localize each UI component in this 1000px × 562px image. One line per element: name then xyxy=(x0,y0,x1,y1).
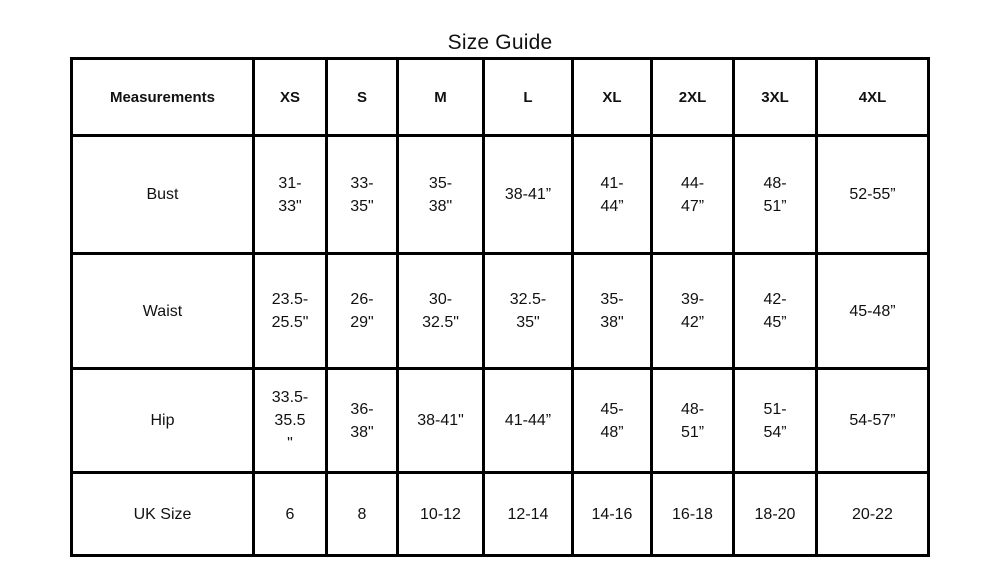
header-measurements: Measurements xyxy=(72,59,254,136)
table-cell: 48- 51” xyxy=(652,369,734,473)
table-cell: 39- 42” xyxy=(652,254,734,369)
header-xl: XL xyxy=(573,59,652,136)
table-cell: 8 xyxy=(327,473,398,556)
header-4xl: 4XL xyxy=(817,59,929,136)
table-cell: 32.5- 35" xyxy=(484,254,573,369)
size-guide-table xyxy=(70,57,930,557)
table-cell: 45-48” xyxy=(817,254,929,369)
table-cell: 51- 54” xyxy=(734,369,817,473)
table-cell: 45- 48” xyxy=(573,369,652,473)
table-row-waist xyxy=(72,254,929,369)
table-cell: 35- 38" xyxy=(398,136,484,254)
table-cell: 30- 32.5" xyxy=(398,254,484,369)
row-label-bust: Bust xyxy=(72,136,254,254)
table-cell: 33.5- 35.5 " xyxy=(254,369,327,473)
table-cell: 54-57” xyxy=(817,369,929,473)
table-cell: 18-20 xyxy=(734,473,817,556)
table-cell: 33- 35" xyxy=(327,136,398,254)
table-row-bust xyxy=(72,136,929,254)
table-cell: 48- 51” xyxy=(734,136,817,254)
table-cell: 35- 38" xyxy=(573,254,652,369)
table-cell: 31- 33" xyxy=(254,136,327,254)
table-cell: 52-55” xyxy=(817,136,929,254)
table-cell: 38-41” xyxy=(484,136,573,254)
table-cell: 12-14 xyxy=(484,473,573,556)
header-l: L xyxy=(484,59,573,136)
table-cell: 6 xyxy=(254,473,327,556)
row-label-uk-size: UK Size xyxy=(72,473,254,556)
header-2xl: 2XL xyxy=(652,59,734,136)
table-header-row xyxy=(72,59,929,136)
header-m: M xyxy=(398,59,484,136)
table-cell: 10-12 xyxy=(398,473,484,556)
table-cell: 42- 45” xyxy=(734,254,817,369)
table-row-hip xyxy=(72,369,929,473)
header-3xl: 3XL xyxy=(734,59,817,136)
table-cell: 20-22 xyxy=(817,473,929,556)
header-xs: XS xyxy=(254,59,327,136)
table-cell: 41- 44” xyxy=(573,136,652,254)
header-s: S xyxy=(327,59,398,136)
table-cell: 44- 47” xyxy=(652,136,734,254)
row-label-waist: Waist xyxy=(72,254,254,369)
table-cell: 41-44” xyxy=(484,369,573,473)
table-cell: 38-41" xyxy=(398,369,484,473)
page-title: Size Guide xyxy=(447,31,553,54)
table-cell: 23.5- 25.5" xyxy=(254,254,327,369)
row-label-hip: Hip xyxy=(72,369,254,473)
table-row-uk-size xyxy=(72,473,929,556)
table-cell: 16-18 xyxy=(652,473,734,556)
table-cell: 36- 38" xyxy=(327,369,398,473)
table-cell: 14-16 xyxy=(573,473,652,556)
table-cell: 26- 29" xyxy=(327,254,398,369)
